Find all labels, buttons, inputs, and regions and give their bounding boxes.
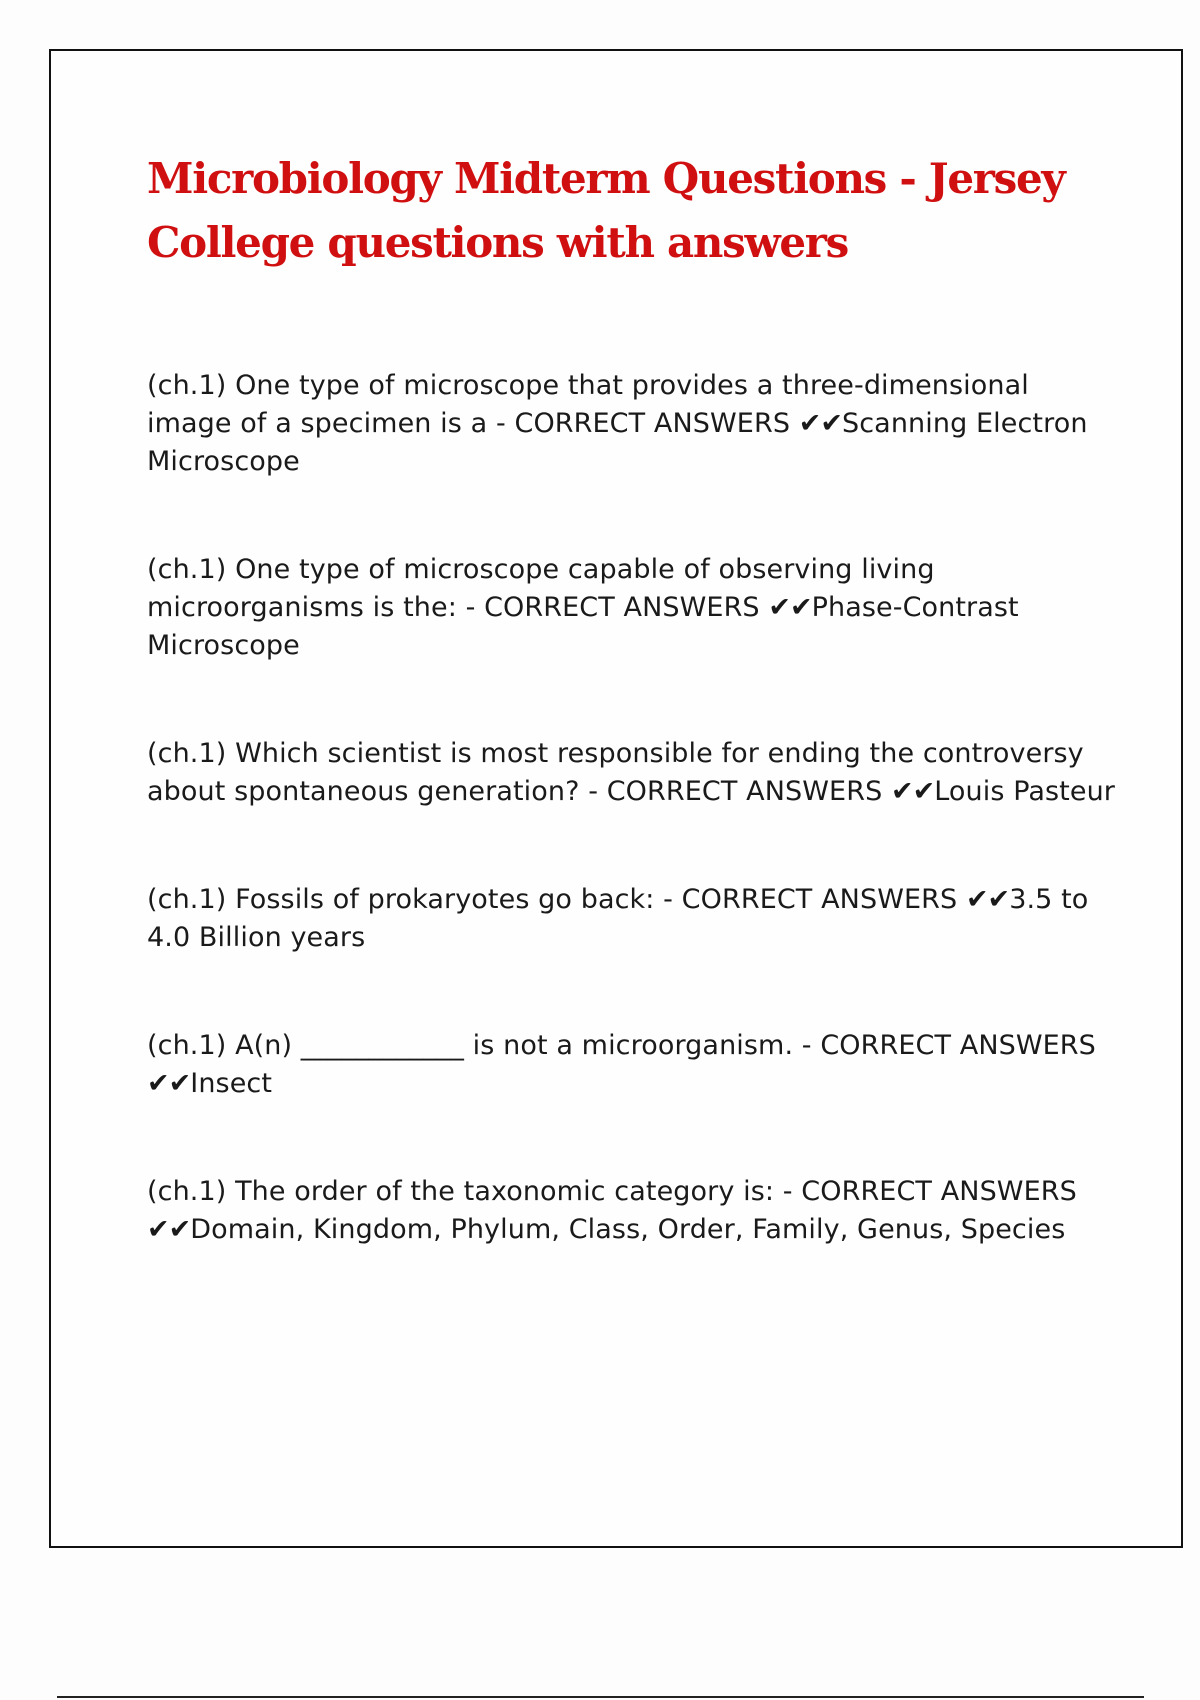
double-check-icon: ✔✔ [798, 408, 842, 439]
qa-item [147, 367, 1117, 481]
double-check-icon: ✔✔ [147, 1068, 191, 1099]
answer-text: 3.5 to 4.0 Billion years [147, 884, 1089, 953]
qa-item [147, 551, 1117, 665]
answer-text: Louis Pasteur [934, 776, 1115, 807]
answer-text: Domain, Kingdom, Phylum, Class, Order, Family, Genus, Species [190, 1214, 1066, 1245]
question-text: (ch.1) Which scientist is most responsible for ending the controversy about spontaneous generation? - CORRECT ANSWERS [147, 738, 1084, 807]
qa-item [147, 1027, 1117, 1103]
qa-list [147, 367, 1117, 1249]
qa-item [147, 1173, 1117, 1249]
next-page-edge-divider [57, 1696, 1144, 1698]
answer-text: Insect [190, 1068, 273, 1099]
answer-text: Phase-Contrast Microscope [147, 592, 1019, 661]
question-text: (ch.1) The order of the taxonomic category is: - CORRECT ANSWERS [147, 1176, 1077, 1207]
answer-text: Scanning Electron Microscope [147, 408, 1088, 477]
question-text: (ch.1) One type of microscope capable of observing living microorganisms is the: - CORRECT ANSWERS [147, 554, 935, 623]
qa-item [147, 735, 1117, 811]
question-text: (ch.1) A(n) ____________ is not a microorganism. - CORRECT ANSWERS [147, 1030, 1096, 1061]
document-title: Microbiology Midterm Questions - Jersey College questions with answers [147, 154, 1065, 267]
double-check-icon: ✔✔ [965, 884, 1010, 915]
double-check-icon: ✔✔ [768, 592, 812, 623]
question-text: (ch.1) One type of microscope that provides a three-dimensional image of a specimen is a - CORRECT ANSWERS [147, 370, 1029, 439]
question-text: (ch.1) Fossils of prokaryotes go back: - CORRECT ANSWERS [147, 884, 966, 915]
double-check-icon: ✔✔ [891, 776, 935, 807]
qa-item [147, 881, 1117, 957]
page-frame [49, 49, 1183, 1548]
double-check-icon: ✔✔ [147, 1214, 191, 1245]
